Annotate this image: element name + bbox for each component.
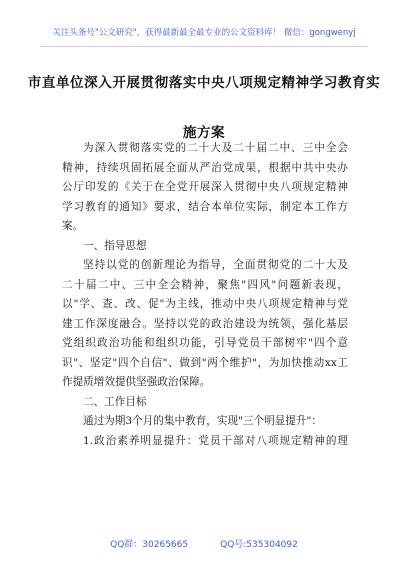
body-line: 党组织政治功能和组织功能，引导党员干部树牢"四个意 <box>62 337 348 349</box>
body-line: 二十届二中、三中全会精神，聚焦"四风"问题新表现， <box>62 278 348 291</box>
body-line: 通过为期3个月的集中教育，实现"三个明显提升"： <box>83 415 322 427</box>
document-title-line-2: 施方案 <box>182 125 226 141</box>
document-title-line-1: 市直单位深入开展贯彻落实中央八项规定精神学习教育实 <box>27 75 381 91</box>
body-line: 坚持以党的创新理论为指导，全面贯彻党的二十大及 <box>83 259 348 271</box>
body-line: 识"、坚定"四个自信"、做到"两个维护"，为加快推动xx工 <box>62 356 348 369</box>
body-line: 为深入贯彻落实党的二十大及二十届二中、三中全会 <box>83 142 348 154</box>
body-line: 精神，持续巩固拓展全面从严治党成果，根据中共中央办 <box>62 161 348 174</box>
body-line: 学习教育的通知》要求，结合本单位实际，制定本工作方 <box>62 200 348 213</box>
footer-qq-group: QQ群：30265665 <box>110 540 189 550</box>
body-line: 作提质增效提供坚强政治保障。 <box>62 376 211 388</box>
document-body <box>62 139 348 451</box>
header-note: 关注头条号"公文研究"，获得最新最全最专业的公文资料库！ 微信：gongwenyj <box>52 28 356 38</box>
header-divider <box>40 46 368 47</box>
body-line: 1.政治素养明显提升：党员干部对八项规定精神的理 <box>83 434 348 447</box>
section-heading-1: 一、指导思想 <box>83 239 147 252</box>
section-heading-2: 二、工作目标 <box>83 395 147 408</box>
body-line: 建工作深度融合。坚持以党的政治建设为统领，强化基层 <box>62 317 348 330</box>
body-line: 以"学、查、改、促"为主线，推动中央八项规定精神与党 <box>62 298 348 310</box>
footer-qq-number: QQ号:535304092 <box>220 540 298 550</box>
body-line: 公厅印发的《关于在全党开展深入贯彻中央八项规定精神 <box>62 181 348 193</box>
footer-contact <box>0 537 408 550</box>
body-line: 案。 <box>62 220 84 232</box>
